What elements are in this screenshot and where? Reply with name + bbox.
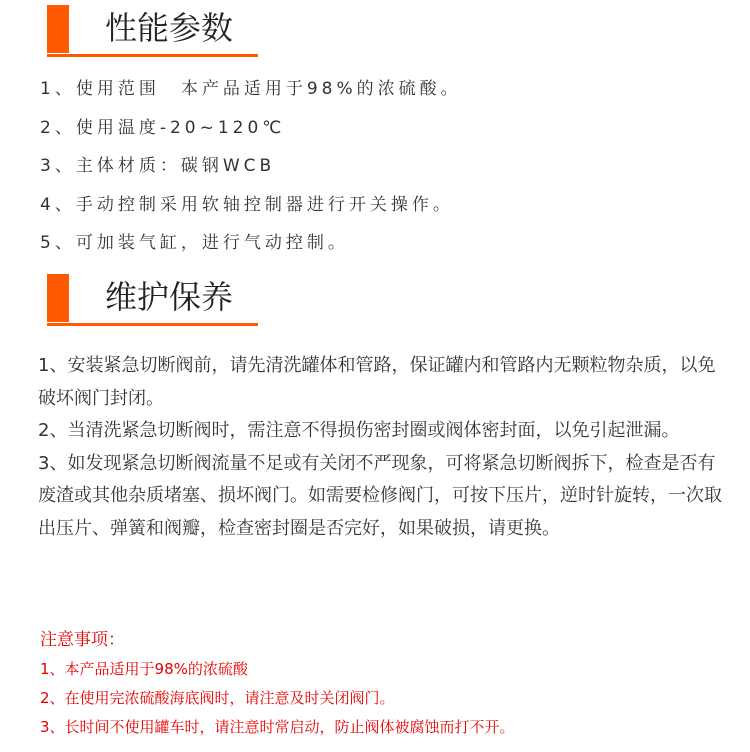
section-title-maintenance: 维护保养: [105, 278, 234, 316]
section-title-specs: 性能参数: [105, 9, 234, 47]
orange-block: [47, 274, 69, 322]
spec-item: 3、主体材质：碳钢WCB: [40, 156, 276, 176]
maintenance-paragraph: 1、安装紧急切断阀前，请先清洗罐体和管路，保证罐内和管路内无颗粒物杂质，以免破坏阀门封闭。: [38, 355, 716, 409]
notes-block: [40, 625, 740, 742]
spec-list: [40, 72, 462, 265]
spec-item: 1、使用范围 本产品适用于98%的浓硫酸。: [40, 79, 462, 99]
note-item: 2、在使用完浓硫酸海底阀时，请注意及时关闭阀门。: [40, 689, 395, 707]
maintenance-paragraph: 3、如发现紧急切断阀流量不足或有关闭不严现象，可将紧急切断阀拆下，检查是否有废渣或其他杂质堵塞、损坏阀门。如需要检修阀门，可按下压片，逆时针旋转，一次取出压片、弹簧和阀瓣，检查密封圈是否完好，如果破损，请更换。: [38, 452, 722, 539]
orange-underline: [47, 323, 258, 326]
spec-item: 4、手动控制采用软轴控制器进行开关操作。: [40, 194, 454, 215]
note-item: 3、长时间不使用罐车时，请注意时常启动，防止阀体被腐蚀而打不开。: [40, 718, 515, 736]
spec-item: 2、使用温度-20~120℃: [40, 117, 286, 138]
notes-list: [40, 655, 740, 742]
notes-title: 注意事项：: [40, 630, 125, 650]
spec-item: 5、可加装气缸，进行气动控制。: [40, 233, 349, 253]
orange-underline: [47, 54, 258, 57]
note-item: 1、本产品适用于98%的浓硫酸: [40, 660, 248, 678]
maintenance-paragraph: 2、当清洗紧急切断阀时，需注意不得损伤密封圈或阀体密封面，以免引起泄漏。: [38, 420, 680, 441]
orange-block: [47, 5, 69, 53]
maintenance-text: [38, 350, 728, 545]
